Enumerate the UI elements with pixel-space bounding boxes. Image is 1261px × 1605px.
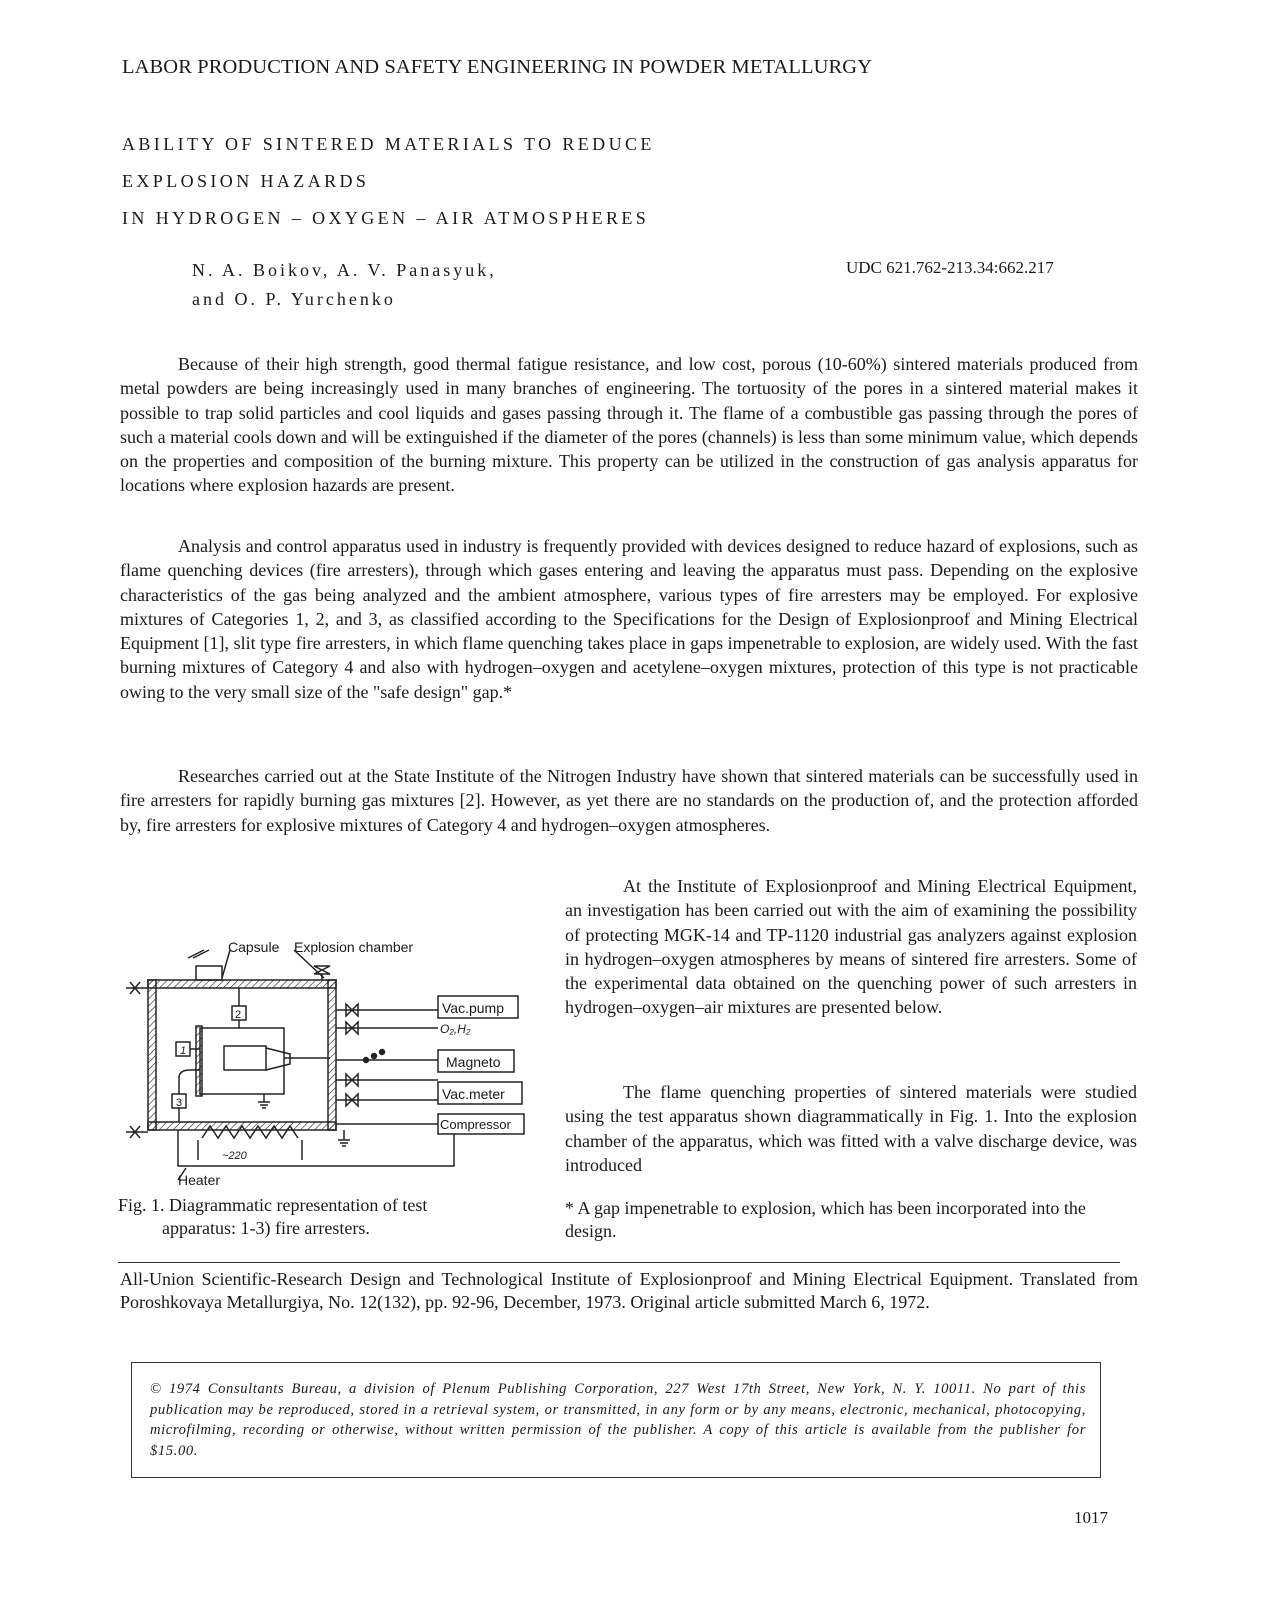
article-title-line-3: IN HYDROGEN – OXYGEN – AIR ATMOSPHERES xyxy=(122,208,650,228)
section-heading: LABOR PRODUCTION AND SAFETY ENGINEERING IN POWDER METALLURGY xyxy=(122,56,873,78)
figure-1-diagram xyxy=(118,930,538,1190)
capsule-valve xyxy=(196,966,222,980)
authors-line-1: N. A. Boikov, A. V. Panasyuk, xyxy=(192,260,497,280)
capsule-marks xyxy=(188,950,209,958)
authors xyxy=(192,256,497,314)
paragraph-3-text: Researches carried out at the State Institute of the Nitrogen Industry have shown that sintered materials can be successfully used in fire arresters for rapidly burning gas mixtures [2]. However, as yet there are no standards on the production of, and the protection afforded by, fire arresters for explosive mixtures of Category 4 and hydrogen–oxygen atmospheres. xyxy=(120,766,1138,835)
label-heater: Heater xyxy=(178,1172,221,1188)
paragraph-1-text: Because of their high strength, good thermal fatigue resistance, and low cost, porous (10-60%) sintered materials produced from metal powders are being increasingly used in many branches of engineering. The tortuosity of the pores in a sintered material makes it possible to trap solid particles and cool liquids and gases passing through it. The flame of a combustible gas passing through the pores of such a material cools down and will be extinguished if the diameter of the pores (channels) is less than some minimum value, which depends on the properties and composition of the burning mixture. This property can be utilized in the construction of gas analysis apparatus for locations where explosion hazards are present. xyxy=(120,354,1138,496)
label-compressor: Compressor xyxy=(440,1117,511,1132)
label-arrester-2: 2 xyxy=(235,1009,242,1021)
udc-code: UDC 621.762-213.34:662.217 xyxy=(846,258,1054,277)
affiliation-note: All-Union Scientific-Research Design and Technological Institute of Explosionproof and Mining Electrical Equipment. Translated from Poroshkovaya Metallurgiya, No. 12(132), pp. 92-96, December, 1973. Original article submitted March 6, 1972. xyxy=(120,1269,1138,1312)
figure-1-caption xyxy=(118,1194,548,1240)
article-title-line-2: EXPLOSION HAZARDS xyxy=(122,171,370,191)
footnote: * A gap impenetrable to explosion, which has been incorporated into the design. xyxy=(565,1198,1086,1241)
article-title-line-1: ABILITY OF SINTERED MATERIALS TO REDUCE xyxy=(122,134,655,154)
label-explosion-chamber: Explosion chamber xyxy=(294,939,414,955)
label-capsule: Capsule xyxy=(228,939,280,955)
label-voltage: ~220 xyxy=(222,1150,247,1162)
left-valve-icon xyxy=(126,982,148,994)
paragraph-5-text: The flame quenching properties of sintered materials were studied using the test apparatus shown diagrammatically in Fig. 1. Into the explosion chamber of the apparatus, which was fitted with a valve discharge device, was introduced xyxy=(565,1082,1137,1175)
label-vac-meter: Vac.meter xyxy=(442,1086,505,1102)
label-vac-pump: Vac.pump xyxy=(442,1000,504,1016)
paragraph-2 xyxy=(120,534,1138,704)
paragraph-5 xyxy=(565,1080,1137,1177)
paragraph-3 xyxy=(120,764,1138,837)
nozzle xyxy=(266,1048,290,1070)
label-gases: O₂,H₂ xyxy=(440,1022,471,1036)
copyright-box xyxy=(131,1362,1101,1478)
chamber-wall-left xyxy=(148,980,156,1130)
label-arrester-3: 3 xyxy=(176,1097,183,1109)
copyright-text: © 1974 Consultants Bureau, a division of Plenum Publishing Corporation, 227 West 17th Street, New York, N. Y. 10011. No part of this publication may be reproduced, stored in a retrieval system, or transmitted, in any form or by any means, electronic, mechanical, photocopying, microfilming, recording or otherwise, without written permission of the publisher. A copy of this article is available from the publisher for $15.00. xyxy=(150,1381,1086,1459)
paragraph-1 xyxy=(120,352,1138,498)
ground-symbol xyxy=(258,1094,270,1108)
label-arrester-1: 1 xyxy=(180,1045,187,1057)
chamber-wall-top xyxy=(148,980,336,988)
page-number: 1017 xyxy=(1074,1508,1108,1527)
caption-line-2: apparatus: 1-3) fire arresters. xyxy=(162,1218,370,1238)
chamber-wall-right xyxy=(328,980,336,1130)
paragraph-4-text: At the Institute of Explosionproof and Mining Electrical Equipment, an investigation has been carried out with the aim of examining the possibility of protecting MGK-14 and TP-1120 industrial gas analyzers against explosion in hydrogen–oxygen atmospheres by means of sintered fire arresters. Some of the experimental data obtained on the quenching power of such arresters in hydrogen–oxygen–air mixtures are presented below. xyxy=(565,876,1137,1018)
paragraph-4 xyxy=(565,874,1137,1020)
spark-plug xyxy=(224,1046,266,1070)
caption-line-1: Fig. 1. Diagrammatic representation of test xyxy=(118,1195,428,1215)
paragraph-2-text: Analysis and control apparatus used in industry is frequently provided with devices designed to reduce hazard of explosions, such as flame quenching devices (fire arresters), through which gases entering and leaving the apparatus must pass. Depending on the explosive characteristics of the gas being analyzed and the ambient atmosphere, various types of fire arresters may be employed. For explosive mixtures of Categories 1, 2, and 3, as classified according to the Specifications for the Design of Explosionproof and Mining Electrical Equipment [1], slit type fire arresters, in which flame quenching takes place in gaps impenetrable to explosion, are widely used. With the fast burning mixtures of Category 4 and also with hydrogen–oxygen and acetylene–oxygen mixtures, protection of this type is not practicable owing to the very small size of the "safe design" gap.* xyxy=(120,536,1138,702)
explosion-capsule xyxy=(200,1028,284,1094)
label-magneto: Magneto xyxy=(446,1054,501,1070)
footer-divider xyxy=(118,1262,1120,1263)
authors-line-2: and O. P. Yurchenko xyxy=(192,289,396,309)
